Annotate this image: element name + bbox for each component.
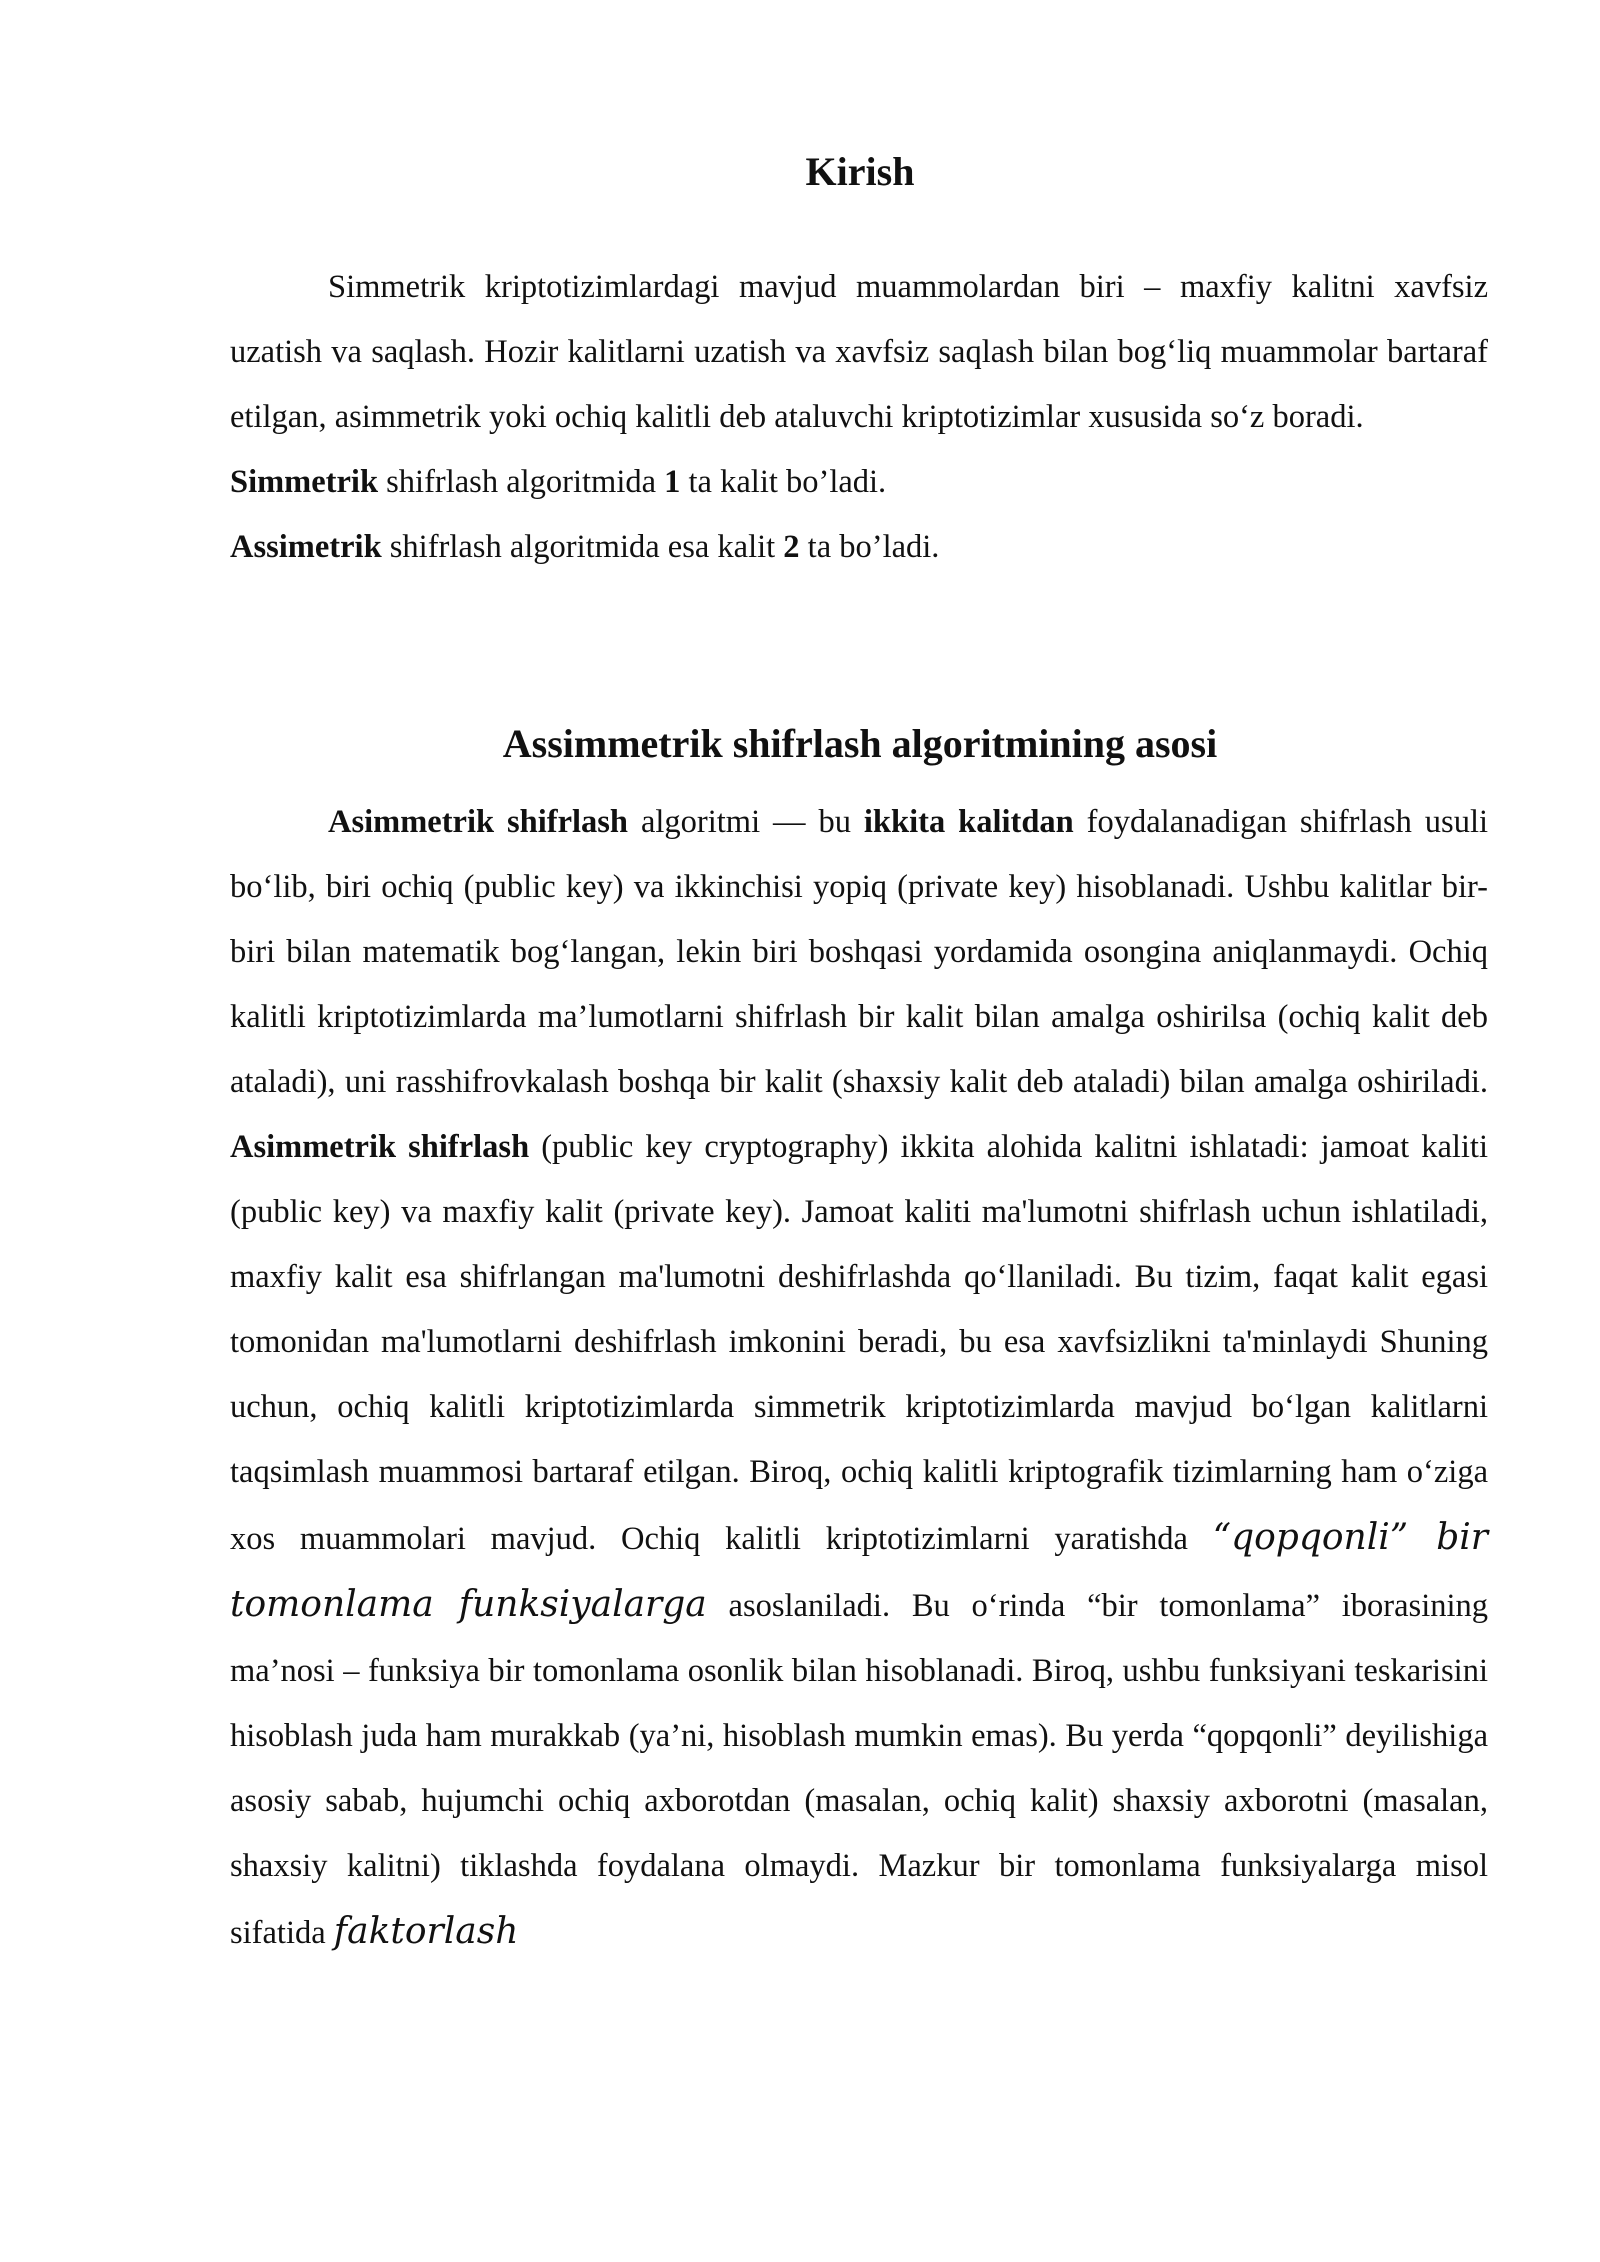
symmetric-end: ta kalit bo’ladi. bbox=[680, 464, 887, 500]
body-term-3: Asimmetrik shifrlash bbox=[230, 1129, 530, 1165]
body-italic-1: “qopqonli” bir tomonlama funksiyalarga bbox=[230, 1517, 1488, 1625]
page-title: Kirish bbox=[805, 149, 915, 194]
intro-block bbox=[230, 255, 1488, 580]
asymmetric-end: ta bo’ladi. bbox=[799, 529, 940, 565]
body-italic-2: faktorlash bbox=[333, 1911, 519, 1952]
symmetric-mid: shifrlash algoritmida bbox=[378, 464, 665, 500]
body-text-2b: asoslaniladi. Bu o‘rinda “bir tomonlama” iborasining ma’nosi – funksiya bir tomonlama osonlik bilan hisoblanadi. Biroq, ushbu funksiyani teskarisini hisoblash juda ham murakkab (ya’ni, hisoblash mumkin emas). Bu yerda “qopqonli” deyilishiga asosiy sabab, hujumchi ochiq axborotdan (masalan, ochiq kalit) shaxsiy axborotni (masalan, shaxsiy kalitni) tiklashda foydalana olmaydi. Mazkur bir tomonlama funksiyalarga misol sifatida bbox=[230, 1588, 1489, 1951]
body-text-1b: foydalanadigan shifrlash usuli bo‘lib, biri ochiq (public key) va ikkinchisi yopiq (private key) hisoblanadi. Ushbu kalitlar bir-biri bilan matematik bog‘langan, lekin biri boshqasi yordamida osongina aniqlanmaydi. Ochiq kalitli kriptotizimlarda ma’lumotlarni shifrlash bir kalit bilan amalga oshirilsa (ochiq kalit deb ataladi), uni rasshifrovkalash boshqa bir kalit (shaxsiy kalit deb ataladi) bilan amalga oshiriladi. bbox=[230, 804, 1489, 1100]
intro-paragraph: Simmetrik kriptotizimlardagi mavjud muammolardan biri – maxfiy kalitni xavfsiz uzatish va saqlash. Hozir kalitlarni uzatish va xavfsiz saqlash bilan bog‘liq muammolar bartaraf etilgan, asimmetrik yoki ochiq kalitli deb ataluvchi kriptotizimlar xususida so‘z boradi. bbox=[230, 269, 1488, 435]
symmetric-line bbox=[230, 450, 1488, 515]
body-text-2a: (public key cryptography) ikkita alohida kalitni ishlatadi: jamoat kaliti (public key) va maxfiy kalit (private key). Jamoat kaliti ma'lumotni shifrlash uchun ishlatiladi, maxfiy kalit esa shifrlangan ma'lumotni deshifrlashda qo‘llaniladi. Bu tizim, faqat kalit egasi tomonidan ma'lumotlarni deshifrlash imkonini beradi, bu esa xavfsizlikni ta'minlaydi Shuning uchun, ochiq kalitli kriptotizimlarda simmetrik kriptotizimlarda mavjud bo‘lgan kalitlarni taqsimlash muammosi bartaraf etilgan. Biroq, ochiq kalitli kriptografik tizimlarning ham o‘ziga xos muammolari mavjud. Ochiq kalitli kriptotizimlarni yaratishda bbox=[230, 1129, 1488, 1557]
asymmetric-key-count: 2 bbox=[783, 529, 800, 565]
body-term-2: ikkita kalitdan bbox=[863, 804, 1074, 840]
asymmetric-line bbox=[230, 515, 1488, 580]
asymmetric-term: Assimetrik bbox=[230, 529, 382, 565]
body-paragraph bbox=[230, 790, 1488, 1966]
symmetric-term: Simmetrik bbox=[230, 464, 379, 500]
body-term-1: Asimmetrik shifrlash bbox=[328, 804, 629, 840]
symmetric-key-count: 1 bbox=[664, 464, 681, 500]
asymmetric-mid: shifrlash algoritmida esa kalit bbox=[381, 529, 784, 565]
section-title: Assimmetrik shifrlash algoritmining asosi bbox=[502, 721, 1218, 766]
body-text-1a: algoritmi — bu bbox=[628, 804, 864, 840]
